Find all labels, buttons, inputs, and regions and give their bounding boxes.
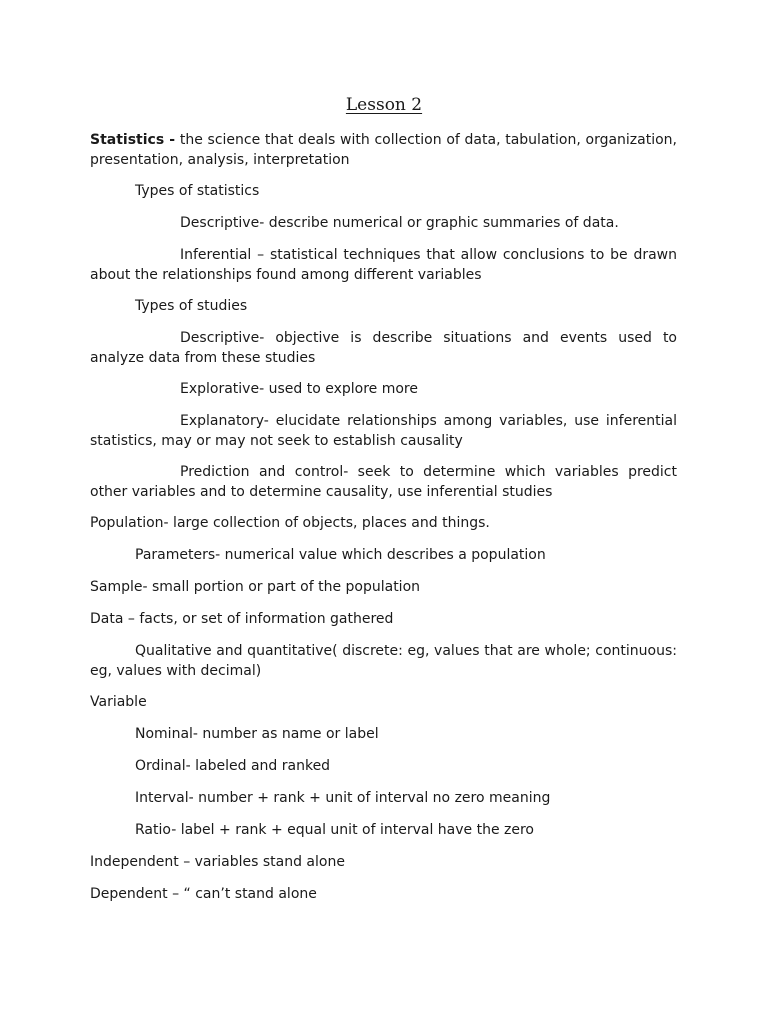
- descriptive-study-item: Descriptive- objective is describe situations and events used to analyze data from these studies: [90, 330, 677, 366]
- data-definition: Data – facts, or set of information gathered: [90, 611, 394, 627]
- dependent-definition: Dependent – “ can’t stand alone: [90, 886, 317, 902]
- types-of-statistics-heading: Types of statistics: [135, 183, 260, 199]
- statistics-definition-text: the science that deals with collection of data, tabulation, organization, presentation, analysis, interpretation: [90, 132, 678, 168]
- qualitative-quantitative-item: Qualitative and quantitative( discrete: eg, values that are whole; continuous: eg, values with decimal): [90, 643, 677, 679]
- ratio-item: Ratio- label + rank + equal unit of interval have the zero: [135, 822, 534, 838]
- ordinal-item: Ordinal- labeled and ranked: [135, 758, 331, 774]
- parameters-definition: Parameters- numerical value which describes a population: [135, 547, 546, 563]
- descriptive-statistics-item: Descriptive- describe numerical or graphic summaries of data.: [180, 215, 619, 231]
- page-title: Lesson 2: [345, 95, 423, 115]
- interval-item: Interval- number + rank + unit of interval no zero meaning: [135, 790, 551, 806]
- types-of-studies-heading: Types of studies: [135, 298, 248, 314]
- nominal-item: Nominal- number as name or label: [135, 726, 379, 742]
- independent-definition: Independent – variables stand alone: [90, 854, 345, 870]
- explorative-study-item: Explorative- used to explore more: [180, 381, 418, 397]
- sample-definition: Sample- small portion or part of the population: [90, 579, 421, 595]
- statistics-term: Statistics -: [90, 132, 176, 148]
- prediction-control-item: Prediction and control- seek to determine which variables predict other variables and to determine causality, use inferential studies: [90, 464, 677, 500]
- explanatory-study-item: Explanatory- elucidate relationships among variables, use inferential statistics, may or may not seek to establish causality: [90, 413, 677, 449]
- population-definition: Population- large collection of objects, places and things.: [90, 515, 490, 531]
- variable-heading: Variable: [90, 694, 147, 710]
- statistics-definition: [90, 131, 677, 170]
- inferential-statistics-item: Inferential – statistical techniques that allow conclusions to be drawn about the relationships found among different variables: [90, 247, 677, 283]
